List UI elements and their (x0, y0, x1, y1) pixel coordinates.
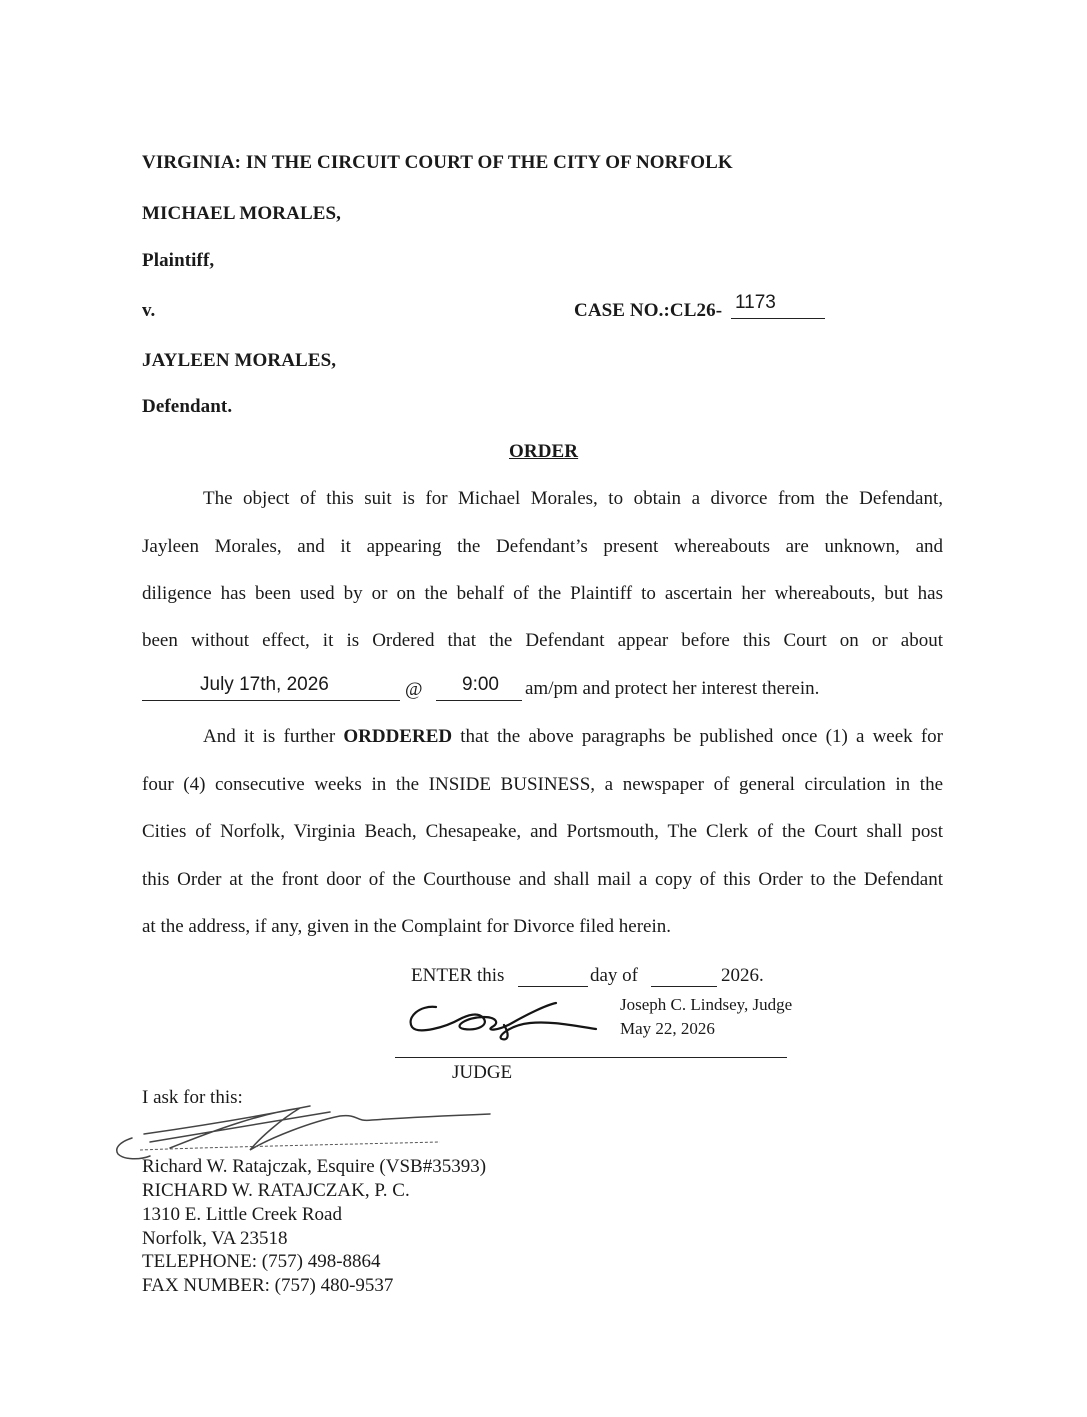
plaintiff-role: Plaintiff, (142, 250, 215, 271)
attorney-fax: FAX NUMBER: (757) 480-9537 (142, 1275, 394, 1296)
court-heading: VIRGINIA: IN THE CIRCUIT COURT OF THE CITY OF NORFOLK (142, 152, 733, 173)
enter-year: 2026. (721, 965, 764, 986)
order-title: ORDER (509, 441, 579, 462)
attorney-name: Richard W. Ratajczak, Esquire (VSB#35393) (142, 1156, 487, 1177)
date-underline (142, 700, 400, 701)
judge-stamp-date: May 22, 2026 (620, 1019, 715, 1038)
case-number-value: 1173 (735, 292, 776, 313)
plaintiff-name: MICHAEL MORALES, (142, 203, 342, 224)
judge-signature-line (395, 1057, 787, 1058)
ask-for-this: I ask for this: (142, 1087, 243, 1108)
attorney-telephone: TELEPHONE: (757) 498-8864 (142, 1251, 381, 1272)
paragraph2-line1 (203, 726, 943, 748)
judge-label: JUDGE (452, 1062, 513, 1083)
at-symbol: @ (405, 679, 423, 700)
paragraph1-line1: The object of this suit is for Michael Morales, to obtain a divorce from the Defendant, (203, 488, 943, 509)
appearance-date: July 17th, 2026 (200, 674, 329, 695)
paragraph1-line4: been without effect, it is Ordered that the Defendant appear before this Court on or about (142, 630, 943, 651)
attorney-firm: RICHARD W. RATAJCZAK, P. C. (142, 1180, 410, 1201)
appearance-time: 9:00 (462, 674, 499, 695)
paragraph1-tail: am/pm and protect her interest therein. (525, 678, 820, 699)
day-blank (518, 986, 588, 987)
versus-label: v. (142, 300, 156, 321)
case-number-label: CASE NO.:CL26- (574, 300, 723, 321)
paragraph2-line3: Cities of Norfolk, Virginia Beach, Chesapeake, and Portsmouth, The Clerk of the Court shall post (142, 821, 943, 842)
judge-stamp-name: Joseph C. Lindsey, Judge (620, 995, 793, 1014)
paragraph1-line3: diligence has been used by or on the behalf of the Plaintiff to ascertain her whereabouts, but has (142, 583, 943, 604)
attorney-street: 1310 E. Little Creek Road (142, 1204, 342, 1225)
paragraph2-suffix: that the above paragraphs be published once (1) a week for (452, 726, 943, 747)
paragraph1-line2: Jayleen Morales, and it appearing the Defendant’s present whereabouts are unknown, and (142, 536, 943, 557)
paragraph2-line5: at the address, if any, given in the Complaint for Divorce filed herein. (142, 916, 672, 937)
attorney-city: Norfolk, VA 23518 (142, 1228, 288, 1249)
defendant-role: Defendant. (142, 396, 233, 417)
paragraph2-line4: this Order at the front door of the Courthouse and shall mail a copy of this Order to the Defendant (142, 869, 943, 890)
judge-signature (400, 995, 600, 1045)
paragraph2-prefix: And it is further (203, 726, 344, 747)
case-number-underline (731, 318, 825, 319)
ordered-word: ORDDERED (343, 726, 453, 747)
defendant-name: JAYLEEN MORALES, (142, 350, 337, 371)
paragraph2-line2: four (4) consecutive weeks in the INSIDE BUSINESS, a newspaper of general circulation in the (142, 774, 943, 795)
month-blank (651, 986, 717, 987)
time-underline (436, 700, 522, 701)
enter-this-label: ENTER this (411, 965, 505, 986)
day-of-label: day of (590, 965, 639, 986)
